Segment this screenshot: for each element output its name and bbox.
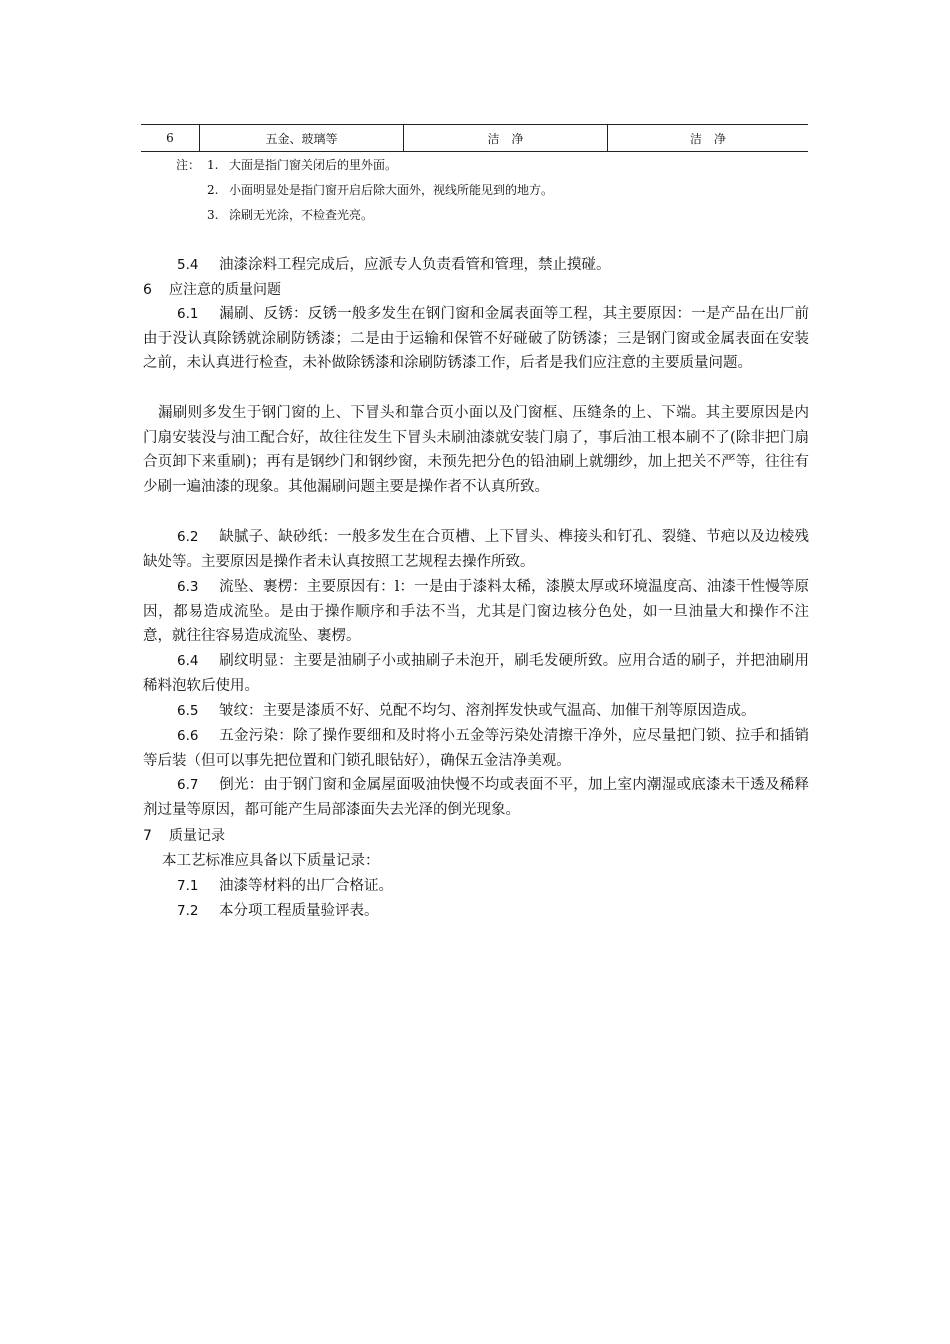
clause-6-3 xyxy=(143,575,809,649)
clause-number: 7.1 xyxy=(177,878,199,894)
clause-number: 6.1 xyxy=(177,306,199,322)
table-cell-item: 五金、玻璃等 xyxy=(200,125,404,151)
clause-number: 7.2 xyxy=(177,903,199,919)
note-number: 3. xyxy=(207,208,219,222)
note-label: 注： xyxy=(176,158,201,172)
note-text: 大面是指门窗关闭后的里外面。 xyxy=(229,158,398,172)
clause-6-1 xyxy=(143,302,809,376)
section-title: 应注意的质量问题 xyxy=(169,282,281,298)
table-cell-col4: 洁 净 xyxy=(689,131,726,146)
note-item xyxy=(207,156,397,173)
clause-text: 五金污染：除了操作要细和及时将小五金等污染处清擦干净外，应尽量把门锁、拉手和插销等后装（但可以事先把位置和门锁孔眼钻好），确保五金洁净美观。 xyxy=(143,728,809,769)
clause-number: 6.7 xyxy=(177,777,199,793)
clause-number: 6.4 xyxy=(177,653,199,669)
section-number: 7 xyxy=(143,828,152,844)
clause-text: 刷纹明显：主要是油刷子小或抽刷子未泡开，刷毛发硬所致。应用合适的刷子，并把油刷用稀料泡软后使用。 xyxy=(143,653,809,694)
clause-text: 本分项工程质量验评表。 xyxy=(219,903,379,919)
clause-6-6 xyxy=(143,724,809,773)
clause-text: 漏刷则多发生于钢门窗的上、下冒头和靠合页小面以及门窗框、压缝条的上、下端。其主要原因是内门扇安装没与油工配合好，故往往发生下冒头未刷油漆就安装门扇了，事后油工根本刷不了(除非把门扇合页卸下来重刷)；再有是钢纱门和钢纱窗，未预先把分色的铅油刷上就绷纱，加上把关不严等，往往有少刷一遍油漆的现象。其他漏刷问题主要是操作者不认真所致。 xyxy=(143,405,809,496)
clause-number: 6.5 xyxy=(177,703,199,719)
clause-text: 漏刷、反锈：反锈一般多发生在钢门窗和金属表面等工程，其主要原因：一是产品在出厂前由于没认真除锈就涂刷防锈漆；二是由于运输和保管不好碰破了防锈漆；三是钢门窗或金属表面在安装之前，未认真进行检查，未补做除锈漆和涂刷防锈漆工作，后者是我们应注意的主要质量问题。 xyxy=(143,306,809,372)
clause-text: 流坠、裹楞：主要原因有：l：一是由于漆料太稀，漆膜太厚或环境温度高、油漆干性慢等原因，都易造成流坠。是由于操作顺序和手法不当，尤其是门窗边核分色处，如一旦油量大和操作不注意，就往往容易造成流坠、裹楞。 xyxy=(143,579,809,645)
section-7-heading xyxy=(143,826,225,846)
table-cell-col3: 洁 净 xyxy=(404,125,608,151)
clause-5-4 xyxy=(177,255,611,275)
section-title: 质量记录 xyxy=(169,828,225,844)
clause-text: 油漆等材料的出厂合格证。 xyxy=(219,878,393,894)
section-7-intro: 本工艺标准应具备以下质量记录： xyxy=(162,853,380,869)
note-number: 2. xyxy=(207,183,219,197)
clause-7-1 xyxy=(177,876,393,896)
clause-6-4 xyxy=(143,649,809,698)
note-text: 涂刷无光涂，不检查光亮。 xyxy=(229,208,374,222)
section-number: 6 xyxy=(143,282,152,298)
clause-6-2 xyxy=(143,525,809,574)
clause-number: 6.2 xyxy=(177,529,199,545)
note-item xyxy=(207,206,373,223)
clause-6-1-continued xyxy=(143,401,809,500)
clause-7-2 xyxy=(177,901,379,921)
clause-text: 油漆涂料工程完成后，应派专人负责看管和管理，禁止摸碰。 xyxy=(219,257,611,273)
clause-6-5 xyxy=(143,699,809,724)
note-number: 1. xyxy=(207,158,219,172)
note-text: 小面明显处是指门窗开启后除大面外，视线所能见到的地方。 xyxy=(229,183,554,197)
clause-text: 皱纹：主要是漆质不好、兑配不均匀、溶剂挥发快或气温高、加催干剂等原因造成。 xyxy=(219,703,756,719)
section-6-heading xyxy=(143,280,281,300)
clause-text: 缺腻子、缺砂纸：一般多发生在合页槽、上下冒头、榫接头和钉孔、裂缝、节疤以及边棱残缺处等。主要原因是操作者未认真按照工艺规程去操作所致。 xyxy=(143,529,809,570)
clause-number: 6.3 xyxy=(177,579,199,595)
clause-number: 6.6 xyxy=(177,728,199,744)
clause-text: 倒光：由于钢门窗和金属屋面吸油快慢不均或表面不平，加上室内潮湿或底漆未干透及稀释剂过量等原因，都可能产生局部漆面失去光泽的倒光现象。 xyxy=(143,777,809,818)
clause-number: 5.4 xyxy=(177,257,199,273)
table-cell-no: 6 xyxy=(141,125,200,151)
note-item xyxy=(207,181,553,198)
clause-6-7 xyxy=(143,773,809,822)
quality-table-row xyxy=(141,124,808,152)
